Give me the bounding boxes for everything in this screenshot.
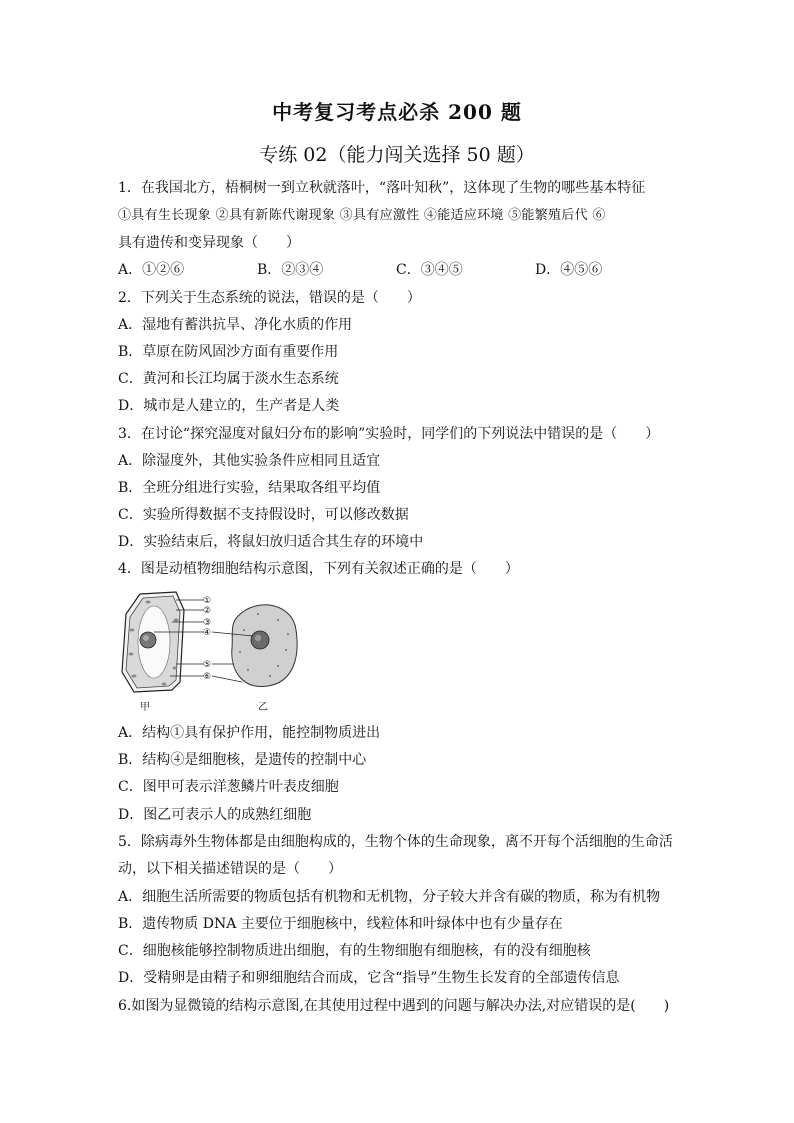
q5-option-d: D．受精卵是由精子和卵细胞结合而成，它含“指导”生物生长发育的全部遗传信息	[118, 970, 620, 986]
q1-stem: 1．在我国北方，梧桐树一到立秋就落叶，“落叶知秋”，这体现了生物的哪些基本特征	[118, 180, 646, 196]
q4-stem: 4．图是动植物细胞结构示意图，下列有关叙述正确的是（ ）	[118, 561, 519, 577]
caption-jia: 甲	[140, 702, 150, 713]
q2-stem: 2．下列关于生态系统的说法，错误的是（ ）	[118, 290, 421, 306]
q2-option-d: D．城市是人建立的，生产者是人类	[118, 398, 340, 414]
q1-option-c: C．③④⑤	[396, 262, 463, 278]
q2-option-b: B．草原在防风固沙方面有重要作用	[118, 344, 339, 360]
q4-option-d: D．图乙可表示人的成熟红细胞	[118, 807, 312, 823]
q1-option-d: D．④⑤⑥	[535, 262, 603, 278]
cell-diagram-svg	[118, 590, 318, 715]
label-1: ①	[203, 596, 212, 606]
q5-option-a: A．细胞生活所需要的物质包括有机物和无机物，分子较大并含有碳的物质，称为有机物	[118, 889, 661, 905]
cell-diagram	[118, 590, 318, 715]
q3-option-c: C．实验所得数据不支持假设时，可以修改数据	[118, 507, 409, 523]
animal-nucleus-highlight	[255, 635, 261, 641]
q3-option-d: D．实验结束后，将鼠妇放归适合其生存的环境中	[118, 534, 424, 550]
q5-option-b: B．遗传物质 DNA 主要位于细胞核中，线粒体和叶绿体中也有少量存在	[118, 916, 563, 932]
q1-items-cont: 具有遗传和变异现象（ ）	[118, 235, 300, 251]
page-subtitle: 专练 02（能力闯关选择 50 题）	[259, 144, 535, 166]
q1-option-b: B．②③④	[257, 262, 324, 278]
q4-option-a: A．结构①具有保护作用，能控制物质进出	[118, 725, 381, 741]
q3-option-a: A．除湿度外，其他实验条件应相同且适宜	[118, 453, 381, 469]
q5-stem-cont: 动，以下相关描述错误的是（ ）	[118, 861, 342, 877]
plant-nucleus-highlight	[143, 635, 149, 641]
q3-option-b: B．全班分组进行实验，结果取各组平均值	[118, 480, 381, 496]
q1-options	[118, 260, 678, 280]
q2-option-c: C．黄河和长江均属于淡水生态系统	[118, 371, 339, 387]
q5-option-c: C．细胞核能够控制物质进出细胞，有的生物细胞有细胞核，有的没有细胞核	[118, 943, 591, 959]
q5-stem: 5．除病毒外生物体都是由细胞构成的，生物个体的生命现象，离不开每个活细胞的生命活	[118, 834, 673, 850]
q1-items: ①具有生长现象 ②具有新陈代谢现象 ③具有应激性 ④能适应环境 ⑤能繁殖后代 ⑥	[118, 208, 606, 223]
label-2: ②	[203, 606, 212, 616]
q2-option-a: A．湿地有蓄洪抗旱、净化水质的作用	[118, 317, 353, 333]
label-4: ④	[203, 628, 212, 638]
q4-option-b: B．结构④是细胞核，是遗传的控制中心	[118, 752, 367, 768]
q4-option-c: C．图甲可表示洋葱鳞片叶表皮细胞	[118, 779, 339, 795]
q6-stem: 6.如图为显微镜的结构示意图,在其使用过程中遇到的问题与解决办法,对应错误的是( )	[118, 998, 670, 1014]
q3-stem: 3．在讨论“探究湿度对鼠妇分布的影响”实验时，同学们的下列说法中错误的是（ ）	[118, 426, 660, 442]
label-5: ⑤	[203, 660, 212, 670]
label-3: ③	[203, 618, 212, 628]
caption-yi: 乙	[258, 702, 268, 713]
q1-option-a: A．①②⑥	[118, 262, 185, 278]
label-6: ⑥	[203, 672, 212, 682]
page-title: 中考复习考点必杀 200 题	[272, 100, 522, 124]
